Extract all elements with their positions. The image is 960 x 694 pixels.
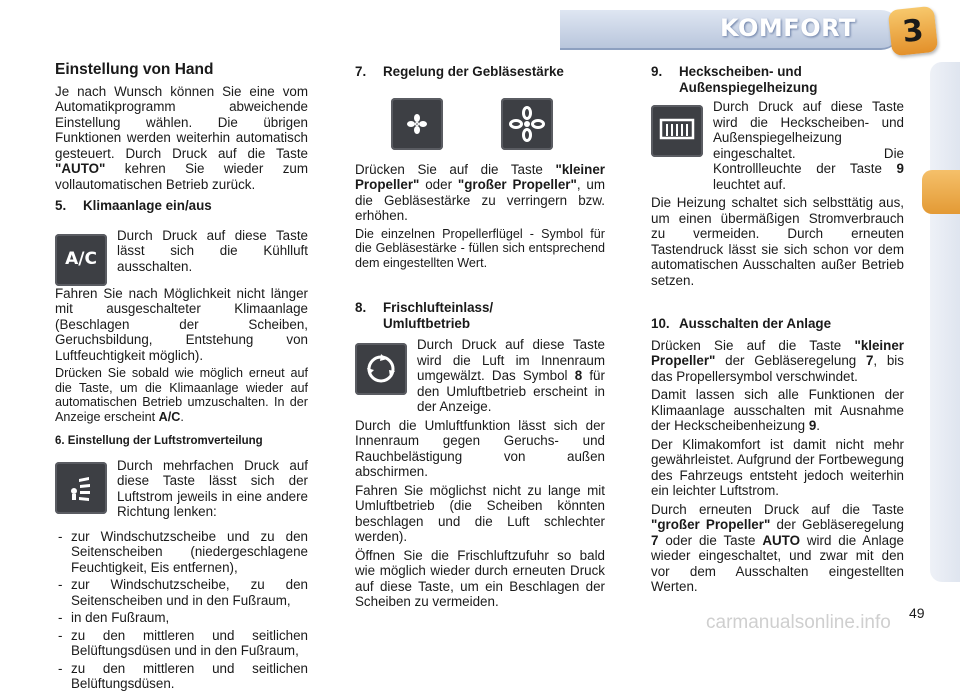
section-10-heading: 10. Ausschalten der Anlage [651, 316, 832, 331]
list-item: - in den Fußraum, [55, 610, 308, 626]
chapter-badge [888, 6, 939, 57]
column-right [651, 58, 904, 598]
large-fan-icon [501, 98, 553, 150]
sec5-p2: Fahren Sie nach Möglichkeit nicht länger mit ausgeschalteter Klimaanlage (Beschlagen der Scheiben, Geruchsbildung, Entstehung von Luftfeuchtigkeit möglich). [55, 285, 308, 363]
sec8-p1: Durch Druck auf diese Taste wird die Luft im Innenraum umgewälzt. Das Symbol 8 für den Umluftbetrieb erscheint in der Anzeige. [417, 337, 605, 415]
section-6-heading: 6. Einstellung der Luftstromverteilung [55, 435, 263, 448]
ac-button-icon: A/C [55, 234, 107, 286]
page-number: 49 [909, 605, 925, 621]
sec9-p1: Durch Druck auf diese Taste wird die Heckscheiben- und Außenspiegelheizung eingeschaltet. Die Kontrollleuchte der Taste 9 leuchtet auf. [713, 99, 904, 192]
list-item: - zu den mittleren und seitlichen Belüftungsdüsen. [55, 661, 308, 692]
list-item: - zur Windschutzscheibe und zu den Seitenscheiben (niedergeschlagene Feuchtigkeit, Eis entfernen), [55, 529, 308, 576]
section-8-block [355, 337, 605, 418]
side-tab-strip [930, 62, 960, 582]
sec5-p3: Drücken Sie sobald wie möglich erneut auf die Taste, um die Klimaanlage wieder auf automatischen Betrieb umzuschalten. In der Anzeige erscheint A/C. [55, 366, 308, 424]
sec8-p2: Durch die Umluftfunktion lässt sich der Innenraum gegen Geruchs- und Rauchbelästigung von außen abschirmen. [355, 417, 605, 480]
fan-buttons [391, 98, 605, 150]
sec5-p1: Durch Druck auf diese Taste lässt sich die Kühlluft ausschalten. [117, 227, 308, 274]
section-7-heading: 7. Regelung der Gebläsestärke [355, 64, 564, 79]
list-item: - zur Windschutzscheibe, zu den Seitenscheiben und in den Fußraum, [55, 577, 308, 608]
section-9-block [651, 99, 904, 195]
rear-defrost-icon [651, 105, 703, 157]
column-left [55, 58, 308, 694]
watermark: carmanualsonline.info [706, 612, 891, 633]
sec7-p1: Drücken Sie auf die Taste "kleiner Propeller" oder "großer Propeller", um die Gebläsestärke zu verringern bzw. erhöhen. [355, 161, 605, 223]
recirculation-icon [355, 343, 407, 395]
section-6-block [55, 458, 308, 523]
sec8-p4: Öffnen Sie die Frischluftzufuhr so bald wie möglich wieder durch erneuten Druck auf diese Taste, um ein Beschlagen der Scheiben zu vermeiden. [355, 547, 605, 610]
intro-paragraph: Je nach Wunsch können Sie eine vom Automatikprogramm abweichende Einstellung wählen. Die übrigen Funktionen werden weiterhin automatisch gesteuert. Durch Druck auf die Taste "AUTO" kehren Sie wieder zum vollautomatischen Betrieb zurück. [55, 83, 308, 192]
distribution-list [55, 529, 308, 692]
air-distribution-icon [55, 462, 107, 514]
sec6-p1: Durch mehrfachen Druck auf diese Taste lässt sich der Luftstrom jeweils in eine andere Richtung lenken: [117, 457, 308, 520]
small-fan-icon [391, 98, 443, 150]
sec10-p3: Der Klimakomfort ist damit nicht mehr gewährleistet. Aufgrund der Fortbewegung des Fahrzeugs entsteht jedoch weiterhin ein leichter Luftstrom. [651, 436, 904, 498]
sec9-p2: Die Heizung schaltet sich selbsttätig aus, um einen übermäßigen Stromverbrauch zu vermeiden. Durch erneuten Tastendruck lässt sie sich schon vor dem automatischen Ausschalten außer Betrieb setzen. [651, 195, 904, 288]
sec10-p2: Damit lassen sich alle Funktionen der Klimaanlage ausschalten mit Ausnahme der Heckscheibenheizung 9. [651, 387, 904, 433]
section-5-heading: 5. Klimaanlage ein/aus [55, 198, 212, 213]
chapter-number: 3 [900, 12, 926, 50]
section-9-heading: 9. Heckscheiben- und Außenspiegelheizung [651, 64, 818, 95]
header [0, 0, 960, 58]
sec10-p1: Drücken Sie auf die Taste "kleiner Propeller" der Gebläseregelung 7, bis das Propellersymbol verschwindet. [651, 337, 904, 384]
chapter-tab-active[interactable] [922, 170, 960, 214]
section-heading: Einstellung von Hand [55, 61, 214, 78]
sec7-p2: Die einzelnen Propellerflügel - Symbol für die Gebläsestärke - füllen sich entsprechend dem eingestellten Wert. [355, 226, 605, 270]
list-item: - zu den mittleren und seitlichen Belüftungsdüsen und in den Fußraum, [55, 628, 308, 659]
page-title: KOMFORT [720, 14, 856, 42]
column-middle [355, 58, 605, 613]
sec10-p4: Durch erneuten Druck auf die Taste "großer Propeller" der Gebläseregelung 7 oder die Taste AUTO wird die Anlage wieder eingeschaltet, und zwar mit den vor dem Ausschalten eingestellten Werten. [651, 501, 904, 594]
section-8-heading: 8. Frischlufteinlass/ Umluftbetrieb [355, 300, 494, 331]
section-5-block [55, 228, 308, 286]
sec8-p3: Fahren Sie möglichst nicht zu lange mit Umluftbetrieb (die Scheiben könnten beschlagen und die Luft schlechter werden). [355, 482, 605, 545]
